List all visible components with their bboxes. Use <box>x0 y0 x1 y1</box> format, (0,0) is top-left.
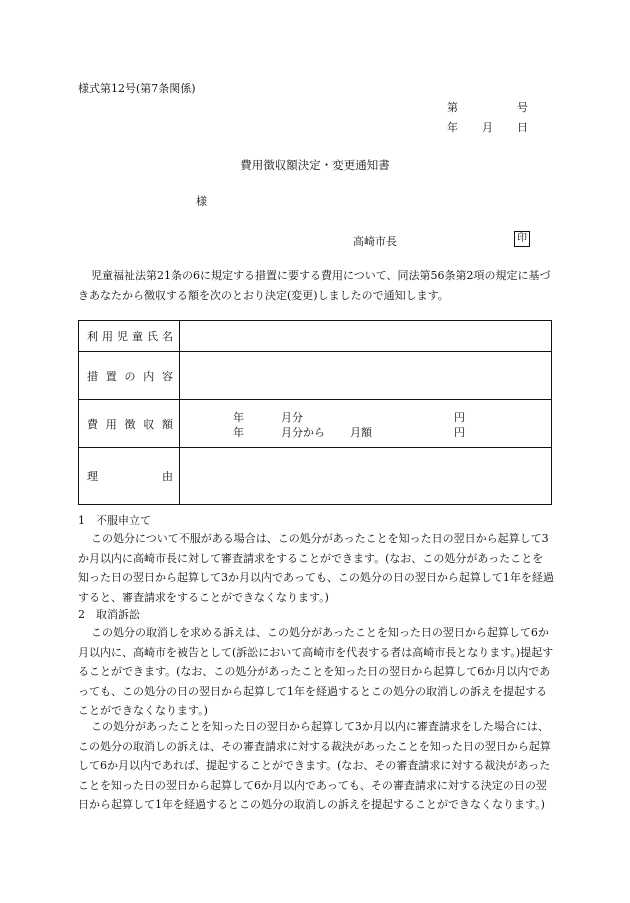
label-reason: 理 由 <box>87 470 173 483</box>
table-row <box>79 321 552 352</box>
label-fee-amount: 費 用 徴 収 額 <box>87 417 173 431</box>
section-2-heading: 2 取消訴訟 <box>78 608 140 621</box>
reason-value[interactable] <box>180 448 552 505</box>
issuer-name: 高崎市長 <box>353 235 397 248</box>
section-1-text: この処分について不服がある場合は、この処分があったことを知った日の翌日から起算して3か月以内に高崎市長に対して審査請求をすることができます。(なお、この処分があったことを知った日の翌日から起算して3か月以内であっても、この処分の日の翌日から起算して1年を経過すると、審査請求をすることができなくなります。) <box>78 532 554 604</box>
label-child-name: 利 用 児 童 氏 名 <box>87 330 173 343</box>
number-suffix: 号 <box>517 101 528 114</box>
section-2-text-1: この処分の取消しを求める訴えは、この処分があったことを知った日の翌日から起算して6か月以内に、高崎市を被告として(訴訟において高崎市を代表する者は高崎市長となります。)提起することができます。(なお、この処分があったことを知った日の翌日から起算して6か月以内であっても、この処分の日の翌日から起算して1年を経過するとこの処分の取消しの訴えを提起することができなくなります。) <box>78 626 554 717</box>
date-day: 日 <box>517 121 528 134</box>
section-2-text-2: この処分があったことを知った日の翌日から起算して3か月以内に審査請求をした場合には、この処分の取消しの訴えは、その審査請求に対する裁決があったことを知った日の翌日から起算して6か月以内であれば、提起することができます。(なお、その審査請求に対する裁決があったことを知った日の翌日から起算して6か月以内であっても、その審査請求に対する決定の日の翌日から起算して1年を経過するとこの処分の取消しの訴えを提起することができなくなります。) <box>78 720 551 811</box>
intro-paragraph: 児童福祉法第21条の6に規定する措置に要する費用について、同法第56条第2項の規定に基づきあなたから徴収する額を次のとおり決定(変更)しましたので通知します。 <box>78 269 551 302</box>
table-row <box>79 448 552 505</box>
child-name-value[interactable] <box>180 321 552 352</box>
form-number: 様式第12号(第7条関係) <box>78 82 196 95</box>
fee-line-1: 年 月分 円 <box>233 410 465 424</box>
fee-amount-value[interactable] <box>180 400 552 448</box>
seal-mark: 印 <box>514 231 530 247</box>
recipient-suffix: 様 <box>196 195 207 208</box>
measure-content-value[interactable] <box>180 352 552 400</box>
table-row <box>79 400 552 448</box>
number-prefix: 第 <box>447 101 458 114</box>
date-year: 年 <box>447 121 458 134</box>
fee-line-2: 年 月分から 月額 円 <box>233 425 465 439</box>
info-table <box>78 320 552 505</box>
section-1-heading: 1 不服申立て <box>78 514 151 527</box>
table-row <box>79 352 552 400</box>
label-measure-content: 措 置 の 内 容 <box>87 369 173 383</box>
document-title: 費用徴収額決定・変更通知書 <box>240 158 390 172</box>
date-month: 月 <box>482 121 493 134</box>
